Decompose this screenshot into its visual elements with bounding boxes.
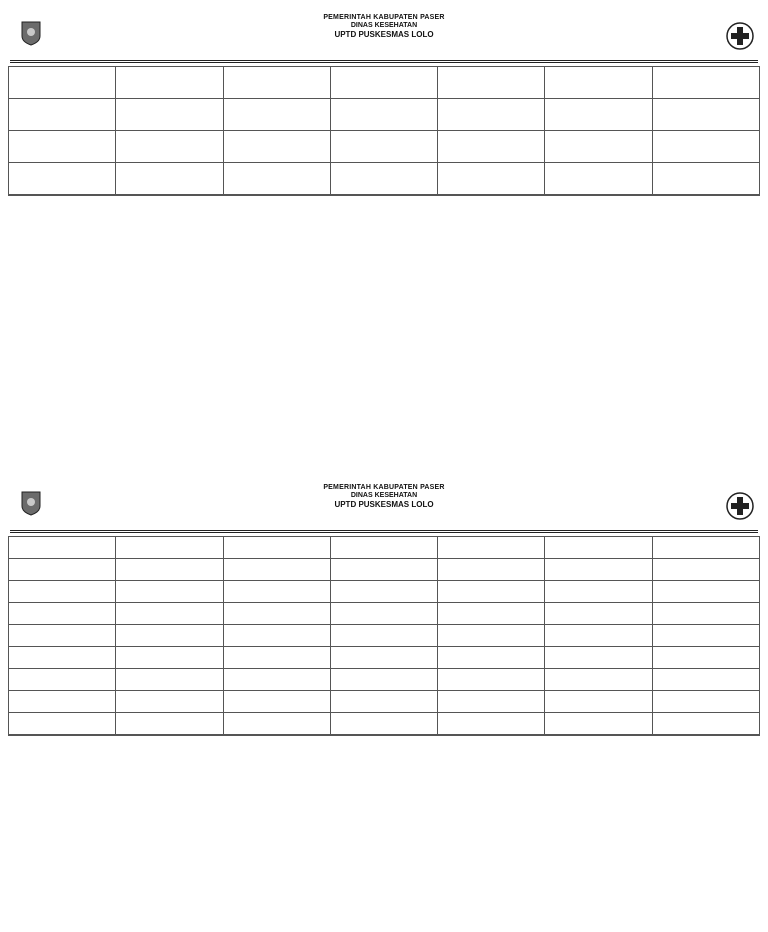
table-cell [438, 131, 545, 163]
table-cell [330, 647, 437, 669]
agency-name: DINAS KESEHATAN [350, 22, 418, 29]
table-cell [545, 691, 652, 713]
unit-name: UPTD PUSKESMAS LOLO [334, 30, 434, 39]
table-cell [438, 559, 545, 581]
table-cell [545, 647, 652, 669]
table-cell [116, 537, 223, 559]
table-cell [9, 647, 116, 669]
table-cell [545, 163, 652, 195]
health-cross-logo-icon [726, 492, 754, 520]
table-row [9, 713, 760, 735]
table-cell [545, 581, 652, 603]
table-cell [438, 713, 545, 735]
table-cell [223, 625, 330, 647]
letterhead-rule [10, 60, 758, 61]
table-cell [652, 647, 759, 669]
table-row [9, 669, 760, 691]
table-cell [116, 163, 223, 195]
table-row [9, 581, 760, 603]
table-cell [330, 131, 437, 163]
letterhead-rule-thin [10, 532, 758, 533]
table-cell [9, 581, 116, 603]
table-cell [330, 603, 437, 625]
table-cell [9, 691, 116, 713]
table-cell [330, 67, 437, 99]
table-row [9, 625, 760, 647]
table-cell [9, 163, 116, 195]
table-cell [223, 163, 330, 195]
table-cell [330, 669, 437, 691]
table-row [9, 691, 760, 713]
table-cell [652, 67, 759, 99]
table-cell [438, 669, 545, 691]
table-cell [9, 537, 116, 559]
activity-table [8, 536, 760, 736]
health-cross-logo-icon [726, 22, 754, 50]
total-row [9, 195, 760, 196]
agency-name: DINAS KESEHATAN [350, 492, 418, 499]
table-cell [223, 603, 330, 625]
table-cell [652, 691, 759, 713]
table-row [9, 559, 760, 581]
table-cell [223, 67, 330, 99]
table-row [9, 537, 760, 559]
table-cell [223, 691, 330, 713]
table-cell [330, 559, 437, 581]
table-cell [652, 603, 759, 625]
table-cell [116, 67, 223, 99]
table-cell [545, 603, 652, 625]
table-cell [116, 559, 223, 581]
table-cell [330, 713, 437, 735]
table-cell [116, 581, 223, 603]
table-row [9, 99, 760, 131]
table-cell [545, 669, 652, 691]
table-cell [223, 559, 330, 581]
regency-emblem-icon [20, 20, 42, 46]
table-cell [116, 99, 223, 131]
table-cell [438, 647, 545, 669]
table-cell [652, 713, 759, 735]
total-label [9, 195, 653, 196]
table-row [9, 163, 760, 195]
table-cell [438, 163, 545, 195]
government-name: PEMERINTAH KABUPATEN PASER [323, 14, 445, 21]
total-row [9, 735, 760, 736]
table-cell [9, 99, 116, 131]
total-value [652, 195, 759, 196]
table-row [9, 603, 760, 625]
table-cell [116, 647, 223, 669]
table-cell [545, 537, 652, 559]
table-cell [223, 713, 330, 735]
table-cell [438, 537, 545, 559]
table-cell [438, 625, 545, 647]
table-cell [223, 581, 330, 603]
table-cell [9, 669, 116, 691]
table-cell [116, 625, 223, 647]
table-cell [223, 537, 330, 559]
table-cell [652, 163, 759, 195]
table-cell [9, 67, 116, 99]
table-cell [223, 647, 330, 669]
table-cell [438, 691, 545, 713]
table-cell [330, 691, 437, 713]
table-cell [652, 625, 759, 647]
table-cell [223, 131, 330, 163]
letterhead [8, 14, 760, 60]
table-row [9, 67, 760, 99]
table-cell [652, 99, 759, 131]
table-cell [652, 669, 759, 691]
document-page-1 [8, 8, 760, 214]
letterhead-rule [10, 530, 758, 531]
table-cell [330, 625, 437, 647]
table-cell [545, 131, 652, 163]
table-cell [438, 603, 545, 625]
table-cell [652, 559, 759, 581]
table-cell [438, 99, 545, 131]
letterhead [8, 484, 760, 530]
total-label [9, 735, 653, 736]
table-cell [223, 99, 330, 131]
letterhead-rule-thin [10, 62, 758, 63]
table-cell [116, 713, 223, 735]
table-cell [9, 131, 116, 163]
table-row [9, 647, 760, 669]
table-cell [330, 163, 437, 195]
table-cell [223, 669, 330, 691]
table-row [9, 131, 760, 163]
table-cell [438, 581, 545, 603]
table-cell [116, 691, 223, 713]
table-cell [9, 713, 116, 735]
government-name: PEMERINTAH KABUPATEN PASER [323, 484, 445, 491]
regency-emblem-icon [20, 490, 42, 516]
table-cell [9, 625, 116, 647]
activity-table [8, 66, 760, 196]
total-value [652, 735, 759, 736]
table-cell [652, 581, 759, 603]
table-cell [116, 131, 223, 163]
unit-name: UPTD PUSKESMAS LOLO [334, 500, 434, 509]
table-cell [652, 537, 759, 559]
table-cell [330, 99, 437, 131]
table-cell [438, 67, 545, 99]
table-cell [330, 537, 437, 559]
table-cell [652, 131, 759, 163]
table-cell [116, 669, 223, 691]
table-cell [9, 603, 116, 625]
table-cell [545, 625, 652, 647]
table-cell [545, 559, 652, 581]
table-cell [545, 67, 652, 99]
table-cell [330, 581, 437, 603]
document-page-2 [8, 478, 760, 778]
table-cell [545, 99, 652, 131]
table-cell [545, 713, 652, 735]
table-cell [116, 603, 223, 625]
table-cell [9, 559, 116, 581]
